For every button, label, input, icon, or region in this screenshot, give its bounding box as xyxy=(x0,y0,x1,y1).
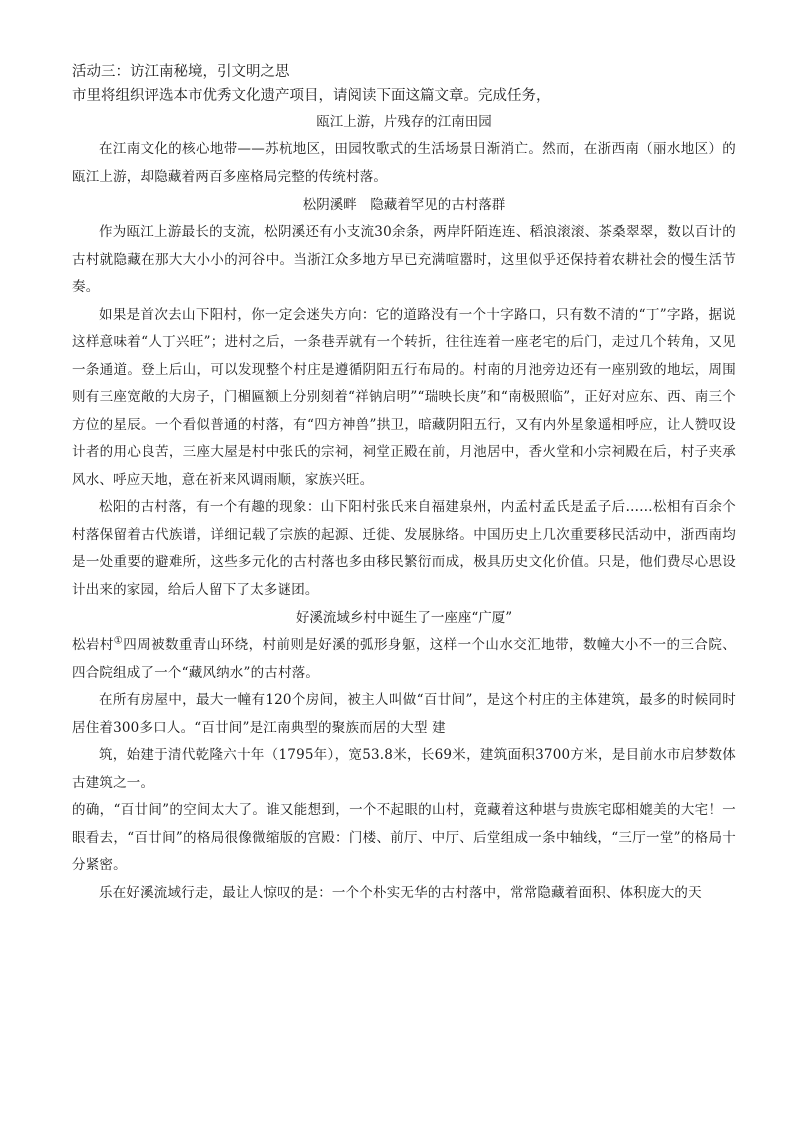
article-title: 瓯江上游，片残存的江南田园 xyxy=(316,114,492,130)
paragraph-5 xyxy=(72,632,736,687)
paragraph-7: 筑，始建于清代乾隆六十年（1795年），宽53.8米，长69米，建筑面积3700方米，是目前水市启梦数体古建筑之一。 xyxy=(72,747,736,791)
paragraph-1: 在江南文化的核心地带——苏杭地区，田园牧歌式的生活场景日渐消亡。然而，在浙西南（丽水地区）的瓯江上游，却隐藏着两百多座格局完整的传统村落。 xyxy=(72,141,736,185)
paragraph-5-lead: 松岩村 xyxy=(72,637,114,653)
paragraph-4: 松阳的古村落，有一个有趣的现象：山下阳村张氏来自福建泉州，内孟村孟氏是孟子后……松相有百余个村落保留着古代族谱，详细记载了宗族的起源、迁徙、发展脉络。中国历史上几次重要移民活动中，浙西南均是一处重要的避难所，这些多元化的古村落也多由移民繁衍而成，极具历史文化价值。只是，他们费尽心思设计出来的家园，给后人留下了太多谜团。 xyxy=(72,499,736,598)
footnote-marker: ① xyxy=(113,635,124,647)
paragraph-8: 的确，“百廿间”的空间太大了。谁又能想到，一个不起眼的山村，竟藏着这种堪与贵族宅邸相媲美的大宅！一眼看去，“百廿间”的格局很像微缩版的宫殿：门楼、前厅、中厅、后堂组成一条中轴线，“三厅一堂”的格局十分紧密。 xyxy=(72,802,736,873)
document-page xyxy=(72,60,736,907)
paragraph-2: 作为瓯江上游最长的支流，松阴溪还有小支流30余条，两岸阡陌连连、稻浪滚滚、茶桑翠翠，数以百计的古村就隐藏在那大大小小的河谷中。当浙江众多地方早已充满喧嚣时，这里似乎还保持着农耕社会的慢生活节奏。 xyxy=(72,224,736,295)
paragraph-5-rest: 四周被数重青山环绕，村前则是好溪的弧形身躯，这样一个山水交汇地带，数幢大小不一的三合院、四合院组成了一个“藏风纳水”的古村落。 xyxy=(72,637,736,681)
paragraph-6: 在所有房屋中，最大一幢有120个房间，被主人叫做“百廿间”，是这个村庄的主体建筑，最多的时候同时居住着300多口人。“百廿间”是江南典型的聚族而居的大型 建 xyxy=(72,692,736,736)
paragraph-9: 乐在好溪流域行走，最让人惊叹的是：一个个朴实无华的古村落中，常常隐藏着面积、体积庞大的天 xyxy=(99,884,702,901)
activity-heading: 活动三：访江南秘境，引文明之思 xyxy=(72,64,290,80)
section-title-songyin: 松阴溪畔 隐藏着罕见的古村落群 xyxy=(302,197,506,213)
task-instruction: 市里将组织评选本市优秀文化遗产项目，请阅读下面这篇文章。完成任务， xyxy=(72,88,551,104)
paragraph-3: 如果是首次去山下阳村，你一定会迷失方向：它的道路没有一个十字路口，只有数不清的“丁”字路，据说这样意味着“人丁兴旺”；进村之后，一条巷弄就有一个转折，往往连着一座老宅的后门，走过几个转角，又见一条通道。登上后山，可以发现整个村庄是遵循阴阳五行布局的。村南的月池旁边还有一座别致的地坛，周围则有三座宽敞的大房子，门楣匾额上分别刻着“祥钠启明”“瑞映长庚”和“南极照临”，正好对应东、西、南三个方位的星辰。一个看似普通的村落，有“四方神兽”拱卫，暗藏阴阳五行，又有内外星象遥相呼应，让人赞叹设计者的用心良苦，三座大屋是村中张氏的宗祠，祠堂正殿在前，月池居中，香火堂和小宗祠殿在后，村子夹承风水、呼应天地，意在祈来风调雨顺，家族兴旺。 xyxy=(72,306,736,488)
section-title-haoxi: 好溪流域乡村中诞生了一座座“广厦” xyxy=(295,610,513,626)
